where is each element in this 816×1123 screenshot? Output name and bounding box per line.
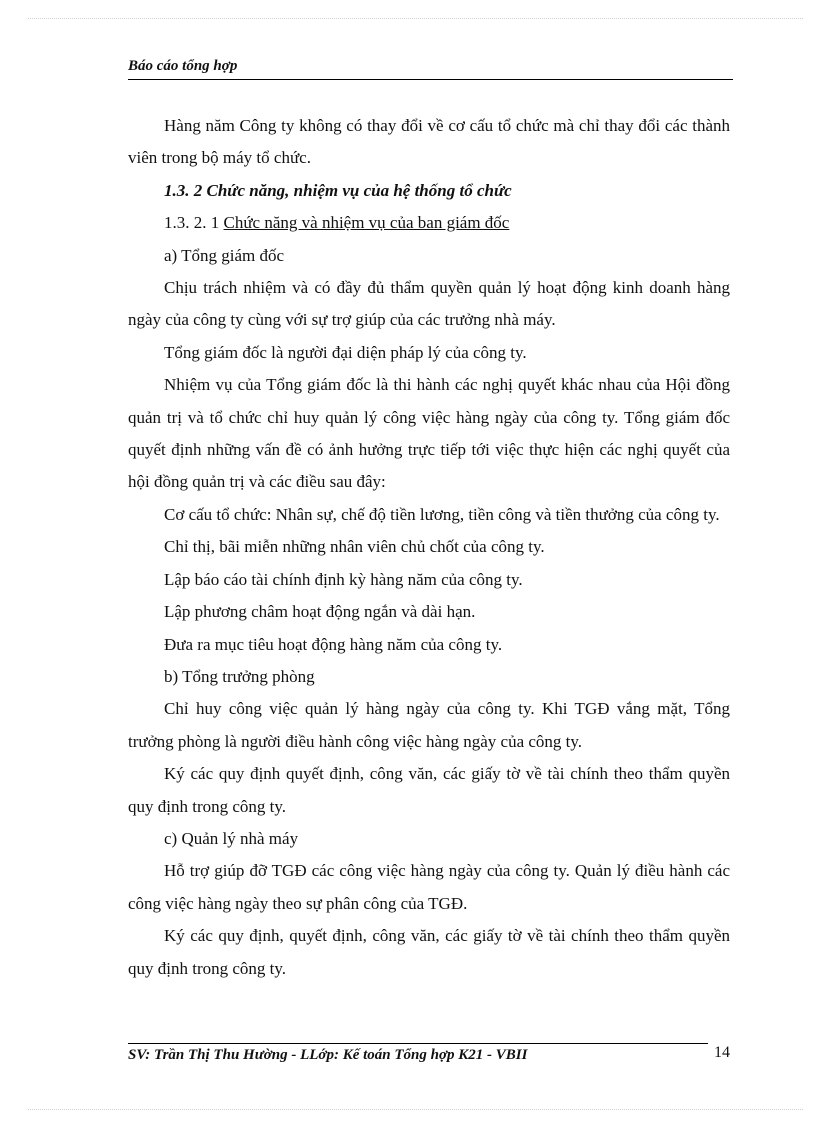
item-heading-b: b) Tổng trưởng phòng: [164, 666, 315, 686]
paragraph: Lập báo cáo tài chính định kỳ hàng năm của công ty.: [164, 569, 523, 589]
paragraph: Nhiệm vụ của Tổng giám đốc là thi hành các nghị quyết khác nhau của Hội đồng quản trị và tổ chức chỉ huy quản lý công việc hàng ngày của công ty. Tổng giám đốc quyết định những vấn đề có ảnh hưởng trực tiếp tới việc thực hiện các nghị quyết của hội đồng quản trị và các điều sau đây:: [128, 375, 730, 492]
document-body: [128, 110, 730, 985]
paragraph: Cơ cấu tổ chức: Nhân sự, chế độ tiền lương, tiền công và tiền thưởng của công ty.: [164, 504, 720, 524]
footer-rule: [128, 1043, 708, 1044]
paragraph: Lập phương châm hoạt động ngắn và dài hạn.: [164, 602, 476, 622]
paragraph: Hỗ trợ giúp đỡ TGĐ các công việc hàng ngày của công ty. Quản lý điều hành các công việc hàng ngày theo sự phân công của TGĐ.: [128, 861, 730, 913]
paragraph: Chỉ huy công việc quản lý hàng ngày của công ty. Khi TGĐ vắng mặt, Tổng trưởng phòng là người điều hành công việc hàng ngày của công ty.: [128, 699, 730, 751]
item-heading-c: c) Quản lý nhà máy: [164, 828, 299, 848]
subsection-number: 1.3. 2. 1: [164, 213, 224, 233]
paragraph: Chỉ thị, bãi miễn những nhân viên chủ chốt của công ty.: [164, 537, 545, 557]
paragraph: Hàng năm Công ty không có thay đổi về cơ cấu tổ chức mà chỉ thay đổi các thành viên trong bộ máy tổ chức.: [128, 116, 730, 168]
page-footer: SV: Trần Thị Thu Hường - LLớp: Kế toán Tổng hợp K21 - VBII: [128, 1047, 528, 1063]
paragraph: Ký các quy định quyết định, công văn, các giấy tờ về tài chính theo thẩm quyền quy định trong công ty.: [128, 764, 730, 816]
subsection-title: Chức năng và nhiệm vụ của ban giám đốc: [223, 213, 510, 233]
paragraph: Chịu trách nhiệm và có đầy đủ thẩm quyền quản lý hoạt động kinh doanh hàng ngày của công ty cùng với sự trợ giúp của các trưởng nhà máy.: [128, 278, 730, 330]
paragraph: Tổng giám đốc là người đại diện pháp lý của công ty.: [164, 342, 527, 362]
section-heading: 1.3. 2 Chức năng, nhiệm vụ của hệ thống tổ chức: [164, 180, 512, 200]
page-header: Báo cáo tổng hợp: [128, 58, 733, 80]
paragraph: Ký các quy định, quyết định, công văn, các giấy tờ về tài chính theo thẩm quyền quy định trong công ty.: [128, 926, 730, 978]
page-number: 14: [714, 1044, 730, 1061]
paragraph: Đưa ra mục tiêu hoạt động hàng năm của công ty.: [164, 634, 503, 654]
item-heading-a: a) Tổng giám đốc: [164, 245, 285, 265]
subsection-heading: [128, 207, 730, 239]
